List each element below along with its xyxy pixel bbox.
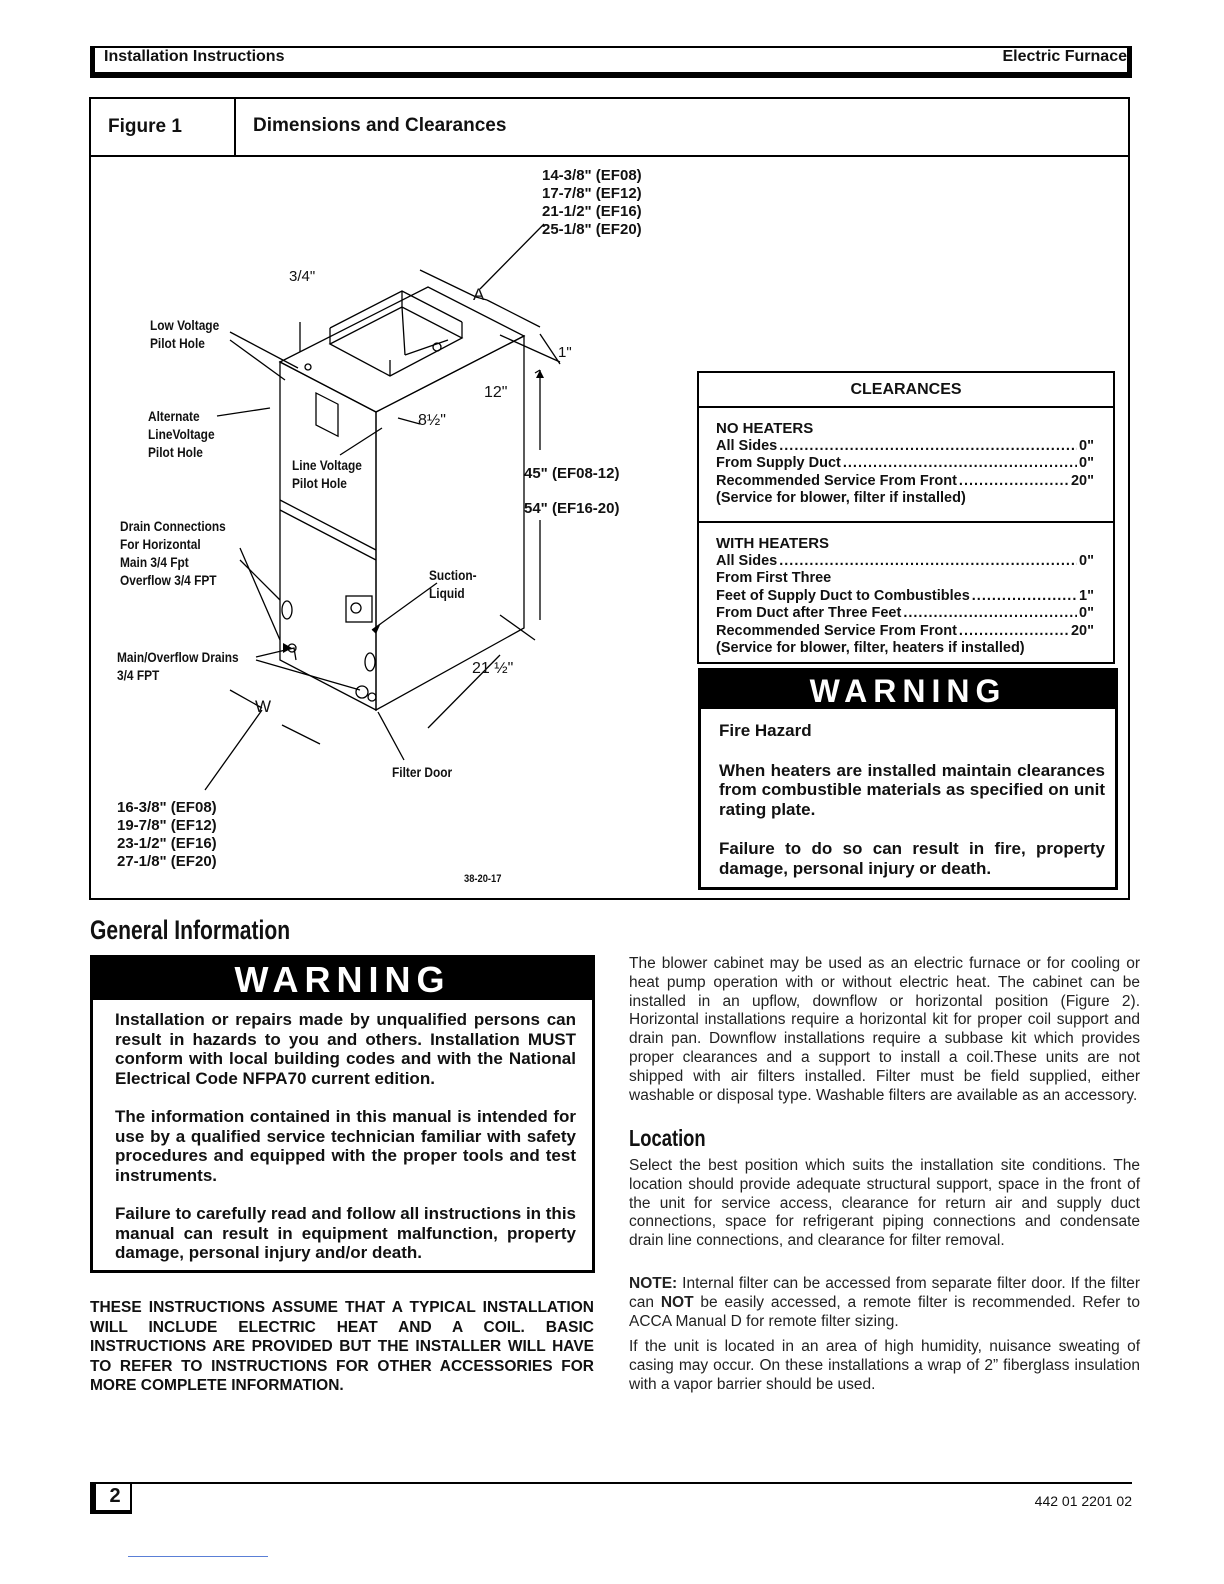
with-heaters-row: All Sides ..... 0" [716, 553, 1094, 571]
dim-height-ef08-12: 45" (EF08-12) [524, 465, 620, 482]
cabinet-front-face [280, 362, 376, 710]
no-heaters-heading: NO HEATERS [716, 420, 814, 437]
clearances-title-rule [697, 406, 1115, 408]
drawing-id: 38-20-17 [464, 873, 502, 885]
dim-w-ef12: 19-7/8" (EF12) [117, 817, 217, 834]
fire-hazard-warning [698, 668, 1118, 890]
general-warning-text-3: Failure to carefully read and follow all instructions in this manual can result in equipment malfunction, property damage, personal injury and/or death. [115, 1204, 576, 1262]
with-heaters-note: (Service for blower, filter, heaters if installed) [716, 640, 1025, 656]
general-information-heading: General Information [90, 915, 291, 945]
warning-banner: WARNING [701, 671, 1115, 709]
no-heaters-row: All Sides ..... 0" [716, 438, 1094, 456]
humidity-text: If the unit is located in an area of high humidity, nuisance sweating of casing may occur. On these installations a wrap of 2” fiberglass insulation with a vapor barrier should be used. [629, 1338, 1140, 1393]
dim-w-ef08: 16-3/8" (EF08) [117, 799, 217, 816]
clearances-mid-rule [697, 521, 1115, 523]
dim-a-label: A [473, 285, 485, 304]
with-heaters-row: Feet of Supply Duct to Combustibles ..... 1" [716, 588, 1094, 606]
document-number: 442 01 2201 02 [1034, 1493, 1132, 1509]
no-heaters-section [716, 420, 1094, 508]
general-warning-text-2: The information contained in this manual is intended for use by a qualified service technician familiar with safety procedures and equipped with the proper tools and test instruments. [115, 1107, 576, 1185]
no-heaters-row: From Supply Duct ..... 0" [716, 455, 1094, 473]
with-heaters-row: Recommended Service From Front ..... 20" [716, 623, 1094, 641]
callout-low-voltage: Low Voltage Pilot Hole [150, 317, 220, 351]
no-heaters-note: (Service for blower, filter if installed) [716, 490, 966, 506]
fire-hazard-text-1: When heaters are installed maintain clearances from combustible materials as specified on unit rating plate. [719, 760, 1105, 819]
dim-height-ef16-20: 54" (EF16-20) [524, 500, 620, 517]
callout-filter-door: Filter Door [392, 764, 453, 780]
with-heaters-heading: WITH HEATERS [716, 535, 830, 552]
callout-main-overflow-drains: Main/Overflow Drains 3/4 FPT [117, 649, 239, 683]
fire-hazard-title: Fire Hazard [719, 721, 812, 740]
with-heaters-row: From Duct after Three Feet ..... 0" [716, 605, 1094, 623]
dim-a-ef12: 17-7/8" (EF12) [542, 185, 642, 202]
general-information-text: The blower cabinet may be used as an electric furnace or for cooling or heat pump operation with or without electric heat. The cabinet can be installed in an upflow, downflow or horizontal position (Figure 2). Horizontal installations require a horizontal kit for proper coil support and drain pan. Downflow installations require a subbase kit which provides proper clearances and a support to install a coil.These units are not shipped with air filters installed. Filter must be field supplied, either washable or disposal type. Washable filters are available as an accessory. [629, 955, 1140, 1104]
dim-twelve-inch: 12" [484, 384, 508, 401]
with-heaters-section [716, 535, 1094, 658]
location-heading: Location [629, 1125, 706, 1151]
page-number: 2 [109, 1485, 121, 1507]
typical-installation-note: THESE INSTRUCTIONS ASSUME THAT A TYPICAL INSTALLATION WILL INCLUDE ELECTRIC HEAT AND A COIL. BASIC INSTRUCTIONS ARE PROVIDED BUT THE INSTALLER WILL HAVE TO REFER TO INSTRUCTIONS FOR OTHER ACCESSORIES FOR MORE COMPLETE INFORMATION. [90, 1299, 594, 1394]
dim-a-ef08: 14-3/8" (EF08) [542, 167, 642, 184]
general-warning-text-1: Installation or repairs made by unqualified persons can result in hazards to you and others. Installation MUST conform with local building codes and with the National Electrical Code NFPA70 current edition. [115, 1010, 576, 1088]
callout-suction-liquid: Suction- Liquid [429, 567, 477, 601]
figure-title: Dimensions and Clearances [253, 115, 507, 136]
footer-rule [90, 1482, 1132, 1484]
dim-a-ef20: 25-1/8" (EF20) [542, 221, 642, 238]
warning-banner: WARNING [93, 958, 592, 1000]
dim-a-ef16: 21-1/2" (EF16) [542, 203, 642, 220]
general-warning [90, 955, 595, 1273]
callout-drain-connections: Drain Connections For Horizontal Main 3/4 Fpt Overflow 3/4 FPT [120, 518, 226, 588]
callout-line-voltage: Line Voltage Pilot Hole [292, 457, 362, 491]
fire-hazard-text-2: Failure to do so can result in fire, property damage, personal injury or death. [719, 839, 1105, 878]
dim-one-inch: 1" [558, 344, 572, 361]
dim-depth: 21 ½" [472, 660, 514, 677]
dim-three-quarter: 3/4" [289, 268, 316, 285]
header-left-title: Installation Instructions [104, 48, 285, 65]
callout-alternate-line-voltage: Alternate LineVoltage Pilot Hole [148, 408, 215, 460]
location-text: Select the best position which suits the installation site conditions. The location should provide adequate structural support, space in the front of the unit for service access, clearance for return air and supply duct connections, space for refrigerant piping connections and condensate drain line connections, and clearance for filter removal. [629, 1157, 1140, 1250]
dim-w-ef16: 23-1/2" (EF16) [117, 835, 217, 852]
no-heaters-row: Recommended Service From Front ..... 20" [716, 473, 1094, 491]
dim-w-label: W [255, 697, 272, 716]
dim-w-ef20: 27-1/8" (EF20) [117, 853, 217, 870]
dim-eight-half: 8½" [418, 412, 446, 429]
location-note: NOTE: Internal filter can be accessed from separate filter door. If the filter can NOT be easily accessed, a remote filter is recommended. Refer to ACCA Manual D for remote filter sizing. [629, 1275, 1140, 1330]
header-right-title: Electric Furnace [1002, 48, 1127, 65]
clearances-title: CLEARANCES [850, 381, 962, 398]
scan-artifact-line [128, 1556, 268, 1557]
with-heaters-line: From First Three [716, 570, 832, 586]
figure-label: Figure 1 [108, 116, 182, 137]
